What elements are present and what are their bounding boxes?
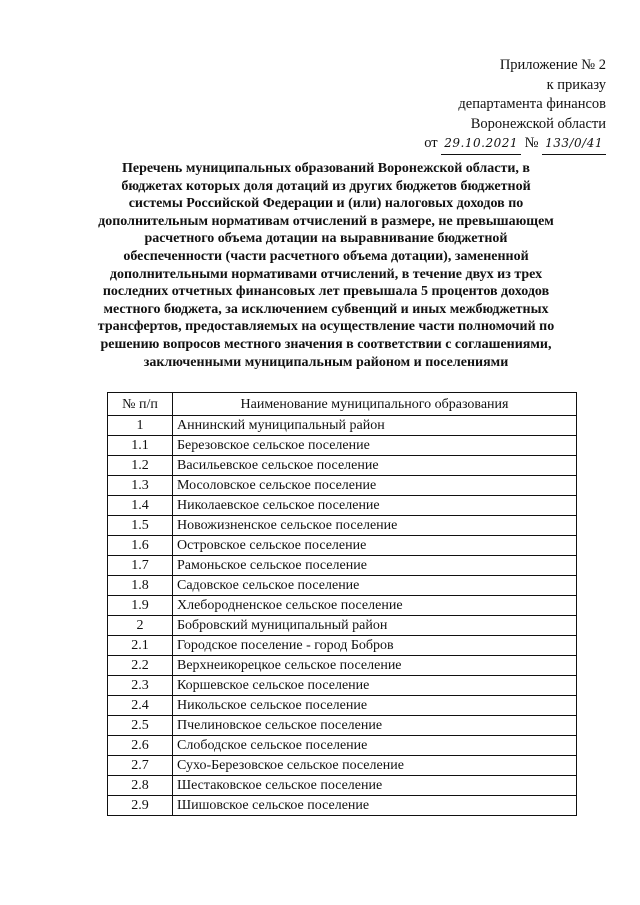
settlement-name: Верхнеикорецкое сельское поселение [173, 656, 577, 676]
number-prefix: № [524, 135, 539, 151]
table-row [108, 416, 577, 436]
row-number: 1.7 [108, 556, 173, 576]
settlement-name: Садовское сельское поселение [173, 576, 577, 596]
row-number: 2.4 [108, 696, 173, 716]
table-row [108, 636, 577, 656]
table-row [108, 496, 577, 516]
table-row [108, 716, 577, 736]
row-number: 2.6 [108, 736, 173, 756]
row-number: 2.7 [108, 756, 173, 776]
table-row [108, 736, 577, 756]
header-name: Наименование муниципального образования [173, 393, 577, 416]
table-row [108, 616, 577, 636]
row-number: 2.9 [108, 796, 173, 816]
row-number: 2.5 [108, 716, 173, 736]
settlement-name: Слободское сельское поселение [173, 736, 577, 756]
row-number: 1.6 [108, 536, 173, 556]
table-row [108, 436, 577, 456]
order-date-number-line [424, 134, 606, 155]
table-row [108, 796, 577, 816]
table-row [108, 576, 577, 596]
row-number: 1.8 [108, 576, 173, 596]
row-number: 2.1 [108, 636, 173, 656]
table-body [108, 416, 577, 816]
district-name: Аннинский муниципальный район [173, 416, 577, 436]
settlement-name: Хлебородненское сельское поселение [173, 596, 577, 616]
appendix-region: Воронежской области [470, 115, 606, 132]
settlement-name: Пчелиновское сельское поселение [173, 716, 577, 736]
row-number: 1.3 [108, 476, 173, 496]
settlement-name: Коршевское сельское поселение [173, 676, 577, 696]
row-number: 1.9 [108, 596, 173, 616]
row-number: 1.5 [108, 516, 173, 536]
appendix-department: департамента финансов [458, 96, 606, 112]
settlement-name: Новожизненское сельское поселение [173, 516, 577, 536]
date-prefix: от [424, 135, 438, 151]
settlement-name: Шестаковское сельское поселение [173, 776, 577, 796]
row-number: 2 [108, 616, 173, 636]
table-row [108, 676, 577, 696]
row-number: 1.4 [108, 496, 173, 516]
table-row [108, 516, 577, 536]
row-number: 2.3 [108, 676, 173, 696]
appendix-header [424, 56, 606, 155]
row-number: 2.8 [108, 776, 173, 796]
header-number: № п/п [108, 393, 173, 416]
settlement-name: Шишовское сельское поселение [173, 796, 577, 816]
table-row [108, 756, 577, 776]
handwritten-order-number: 133/0/41 [542, 134, 606, 155]
appendix-number: Приложение № 2 [499, 57, 606, 73]
table-row [108, 596, 577, 616]
table-row [108, 556, 577, 576]
table-header-row [108, 393, 577, 416]
settlement-name: Островское сельское поселение [173, 536, 577, 556]
table-row [108, 696, 577, 716]
settlement-name: Рамоньское сельское поселение [173, 556, 577, 576]
settlement-name: Никольское сельское поселение [173, 696, 577, 716]
document-title: Перечень муниципальных образований Воронежской области, в бюджетах которых доля дотаций из других бюджетов бюджетной системы Российской Федерации и (или) налоговых доходов по дополнительным нормативам отчислений в размере, не превышающем расчетного объема дотации на выравнивание бюджетной обеспеченности (части расчетного объема дотации), замененной дополнительными нормативами отчислений, в течение двух из трех последних отчетных финансовых лет превышала 5 процентов доходов местного бюджета, за исключением субвенций и иных межбюджетных трансфертов, предоставляемых на осуществление части полномочий по решению вопросов местного значения в соответствии с соглашениями, заключенными муниципальным районом и поселениями [97, 161, 555, 370]
settlement-name: Николаевское сельское поселение [173, 496, 577, 516]
settlement-name: Мосоловское сельское поселение [173, 476, 577, 496]
municipalities-table [107, 392, 577, 816]
table-row [108, 536, 577, 556]
table-row [108, 476, 577, 496]
settlement-name: Березовское сельское поселение [173, 436, 577, 456]
row-number: 1 [108, 416, 173, 436]
district-name: Бобровский муниципальный район [173, 616, 577, 636]
row-number: 1.1 [108, 436, 173, 456]
handwritten-date: 29.10.2021 [441, 134, 521, 155]
appendix-to-order: к приказу [546, 76, 606, 93]
table-row [108, 456, 577, 476]
table-row [108, 656, 577, 676]
settlement-name: Васильевское сельское поселение [173, 456, 577, 476]
row-number: 2.2 [108, 656, 173, 676]
settlement-name: Городское поселение - город Бобров [173, 636, 577, 656]
settlement-name: Сухо-Березовское сельское поселение [173, 756, 577, 776]
table-row [108, 776, 577, 796]
row-number: 1.2 [108, 456, 173, 476]
